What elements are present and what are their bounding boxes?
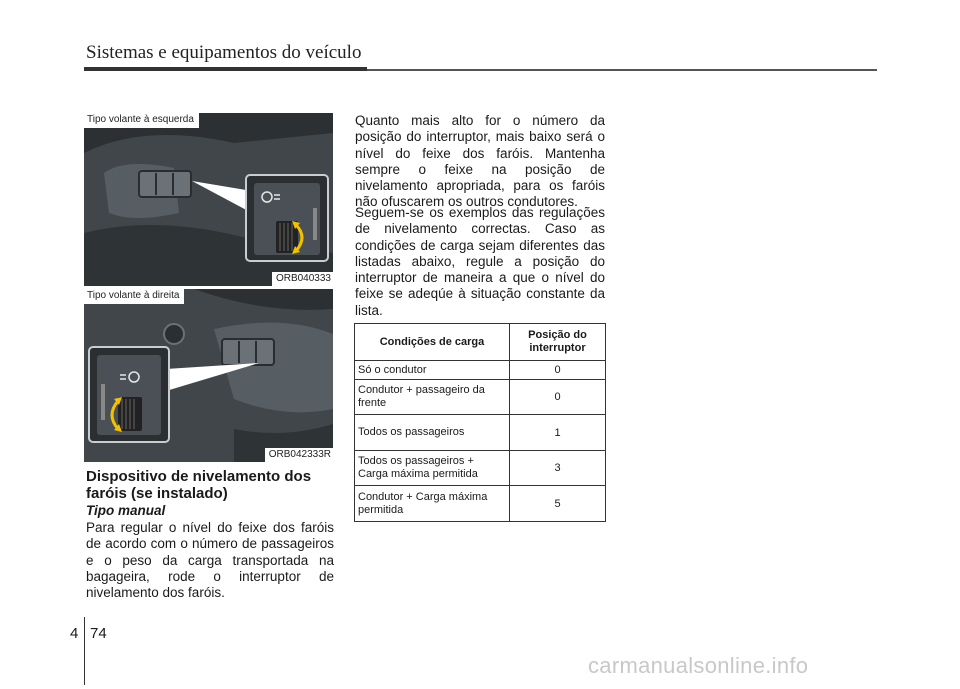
figure-left-hand-drive: [84, 113, 333, 286]
table-cell-position: 0: [510, 361, 606, 380]
table-cell-condition: Condutor + Carga máxima permitida: [355, 486, 510, 522]
figure-label: Tipo volante à esquerda: [84, 113, 199, 128]
table-cell-condition: Só o condutor: [355, 361, 510, 380]
subheading: Tipo manual: [86, 503, 166, 518]
column-header: Condições de carga: [355, 324, 510, 361]
header-rule-thick: [84, 67, 367, 71]
table-row: [355, 415, 606, 451]
watermark: carmanualsonline.info: [588, 653, 809, 678]
table-cell-position: 0: [510, 380, 606, 415]
table-row: [355, 380, 606, 415]
footer-rule: [84, 617, 85, 685]
figure-label: Tipo volante à direita: [84, 289, 184, 304]
table-row: [355, 361, 606, 380]
table-header-row: [355, 324, 606, 361]
figure-code: ORB042333R: [265, 448, 333, 462]
body-paragraph: Para regular o nível do feixe dos faróis de acordo com o número de passageiros e o peso da carga transportada na bagageira, rode o interruptor de nivelamento dos faróis.: [86, 520, 334, 601]
table-cell-position: 1: [510, 415, 606, 451]
table-cell-condition: Todos os passageiros + Carga máxima permitida: [355, 451, 510, 486]
page-header-title: Sistemas e equipamentos do veículo: [86, 42, 362, 63]
table-cell-position: 3: [510, 451, 606, 486]
load-conditions-table: [354, 323, 606, 522]
table-cell-position: 5: [510, 486, 606, 522]
table-row: [355, 486, 606, 522]
footer-section-number: 4: [70, 625, 79, 642]
header-rule-thin: [367, 69, 877, 71]
body-paragraph: Seguem-se os exemplos das regulações de nivelamento correctas. Caso as condições de carga sejam diferentes das listadas abaixo, regule a posição do interruptor de maneira a que o nível do feixe se adeqúe à situação constante da lista.: [355, 205, 605, 318]
footer-page-number: 74: [90, 625, 107, 642]
figure-code: ORB040333: [272, 272, 333, 286]
dashboard-illustration: [84, 289, 333, 462]
column-header: Posição do interruptor: [510, 324, 606, 361]
dashboard-illustration: [84, 113, 333, 286]
table-row: [355, 451, 606, 486]
table-cell-condition: Condutor + passageiro da frente: [355, 380, 510, 415]
body-paragraph: Quanto mais alto for o número da posição do interruptor, mais baixo será o nível do feixe dos faróis. Mantenha sempre o feixe na posição de nivelamento apropriada, para os faróis não ofuscarem os outros condutores.: [355, 113, 605, 210]
figure-right-hand-drive: [84, 289, 333, 462]
section-heading: Dispositivo de nivelamento dos faróis (se instalado): [86, 468, 312, 502]
table-cell-condition: Todos os passageiros: [355, 415, 510, 451]
